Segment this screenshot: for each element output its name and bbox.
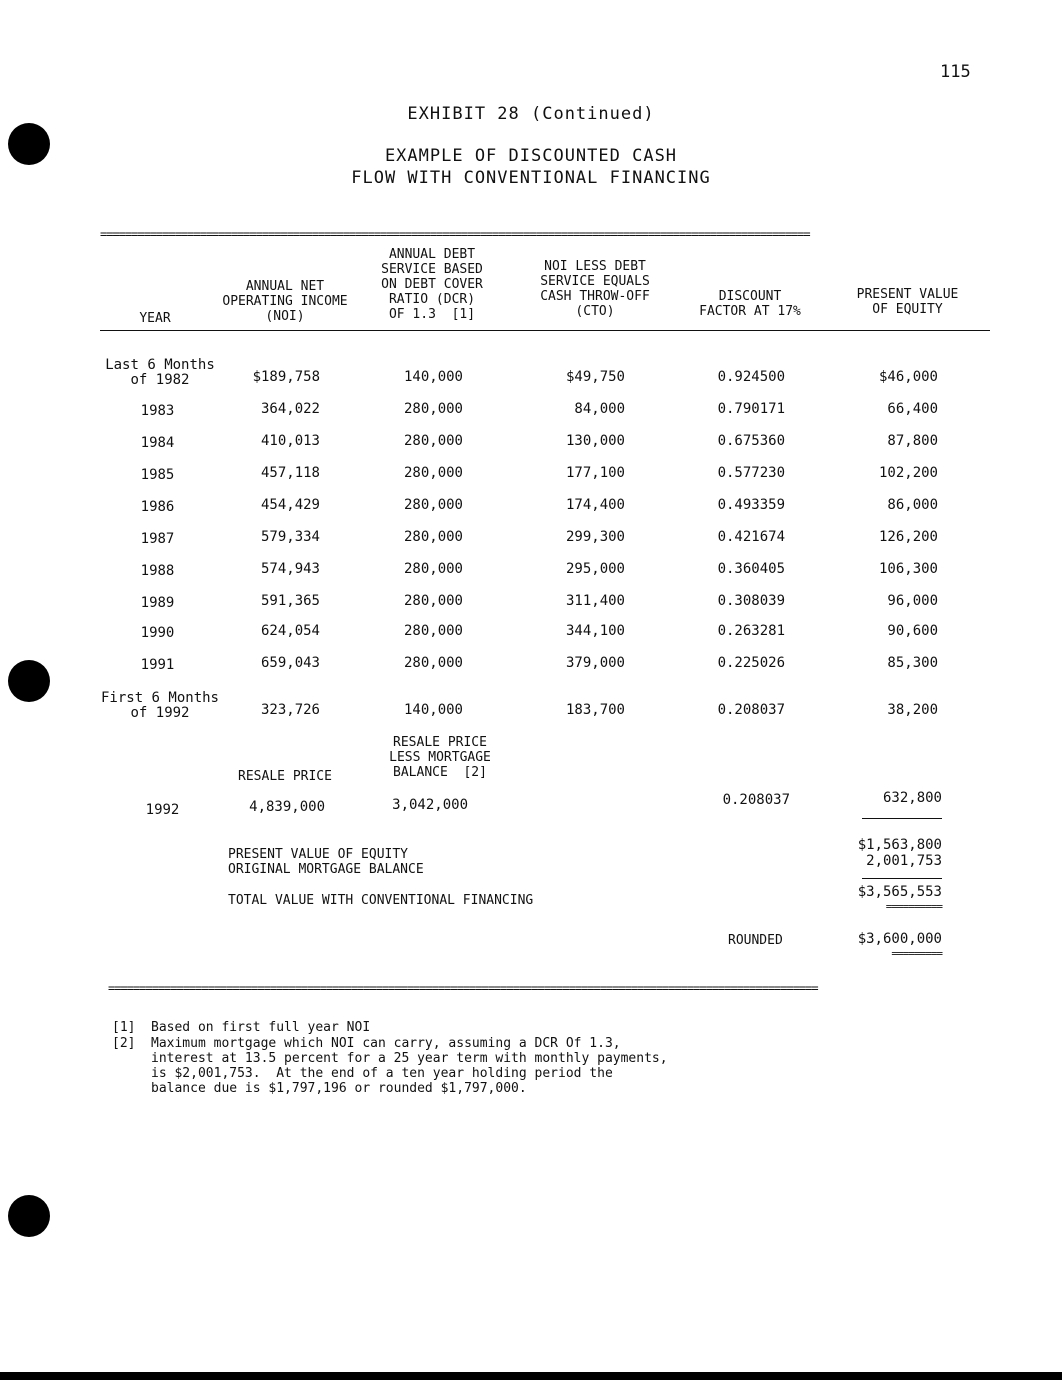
row-noi: 579,334 [260,529,320,545]
summary-underline [862,878,942,879]
row-discount: 0.225026 [717,655,785,671]
row-noi: 454,429 [260,497,320,513]
bottom-double-rule: ================================================================================================================== [108,981,818,995]
resale-pv: 632,800 [882,790,942,806]
resale-price: 4,839,000 [249,799,325,815]
resale-underline [862,818,942,819]
row-debt: 140,000 [403,369,463,385]
row-pv: 87,800 [887,433,938,449]
mortgage-value: 2,001,753 [866,853,942,869]
row-noi: 624,054 [260,623,320,639]
row-pv: $46,000 [878,369,938,385]
row-debt: 280,000 [403,655,463,671]
row-noi: 323,726 [260,702,320,718]
row-debt: 280,000 [403,623,463,639]
row-noi: 410,013 [260,433,320,449]
row-cto: $49,750 [565,369,625,385]
row-debt: 280,000 [403,497,463,513]
row-year: Last 6 Months [105,357,215,373]
rounded-value: $3,600,000 [857,931,942,947]
row-year: First 6 Months [100,690,219,706]
row-pv: 102,200 [878,465,938,481]
row-year: 1984 [140,435,175,451]
footnote-2-marker: [2] [112,1036,136,1051]
header-rule [100,330,990,331]
row-year-line-2: of 1992 [130,705,190,721]
row-pv: 96,000 [887,593,938,609]
row-noi: 457,118 [260,465,320,481]
row-pv: 38,200 [887,702,938,718]
resale-year: 1992 [145,802,180,818]
row-discount: 0.675360 [717,433,785,449]
pv-equity-value: $1,563,800 [857,837,942,853]
row-debt: 280,000 [403,593,463,609]
row-pv: 90,600 [887,623,938,639]
row-discount: 0.308039 [717,593,785,609]
row-cto: 183,700 [565,702,625,718]
row-discount: 0.790171 [717,401,785,417]
row-cto: 84,000 [574,401,625,417]
header-discount-factor: DISCOUNT FACTOR AT 17% [699,289,801,319]
subtitle-line-2: FLOW WITH CONVENTIONAL FINANCING [351,168,711,188]
row-discount: 0.263281 [717,623,785,639]
row-cto: 295,000 [565,561,625,577]
row-cto: 130,000 [565,433,625,449]
resale-discount: 0.208037 [722,792,790,808]
binder-hole-middle [8,660,50,702]
row-year-line-2: of 1982 [130,372,190,388]
row-cto: 174,400 [565,497,625,513]
resale-net-header: RESALE PRICE LESS MORTGAGE BALANCE [2] [389,735,491,780]
row-debt: 280,000 [403,561,463,577]
total-double-underline: ========== [885,900,942,913]
row-pv: 106,300 [878,561,938,577]
subtitle-line-1: EXAMPLE OF DISCOUNTED CASH [384,146,678,166]
row-year: 1987 [140,531,175,547]
total-value: $3,565,553 [857,884,942,900]
row-noi: 659,043 [260,655,320,671]
row-noi: 591,365 [260,593,320,609]
mortgage-label: ORIGINAL MORTGAGE BALANCE [228,862,424,877]
row-year: 1988 [140,563,175,579]
row-noi: 364,022 [260,401,320,417]
row-pv: 126,200 [878,529,938,545]
row-noi: 574,943 [260,561,320,577]
rounded-double-underline: ========= [891,947,942,960]
row-debt: 280,000 [403,401,463,417]
row-discount: 0.493359 [717,497,785,513]
row-discount: 0.924500 [717,369,785,385]
row-year: 1991 [140,657,175,673]
row-cto: 177,100 [565,465,625,481]
footnote-2-text: Maximum mortgage which NOI can carry, assuming a DCR Of 1.3, interest at 13.5 percent for a 25 year term with monthly payments, is $2,001,753. At the end of a ten year holding period the balance due is $1,797,196 or rounded $1,797,000. [151,1036,668,1096]
footnote-1-marker: [1] [112,1020,136,1035]
header-present-value: PRESENT VALUE OF EQUITY [856,287,959,317]
binder-hole-bottom [8,1195,50,1237]
row-cto: 344,100 [565,623,625,639]
header-year: YEAR [139,311,171,326]
row-year: 1989 [140,595,175,611]
row-pv: 85,300 [887,655,938,671]
row-debt: 280,000 [403,529,463,545]
row-discount: 0.577230 [717,465,785,481]
row-pv: 86,000 [887,497,938,513]
row-debt: 280,000 [403,433,463,449]
exhibit-title: EXHIBIT 28 (Continued) [407,104,655,124]
row-discount: 0.208037 [717,702,785,718]
row-cto: 311,400 [565,593,625,609]
pv-equity-label: PRESENT VALUE OF EQUITY [228,847,409,862]
total-label: TOTAL VALUE WITH CONVENTIONAL FINANCING [228,893,534,908]
row-year: 1985 [140,467,175,483]
resale-net: 3,042,000 [392,797,468,813]
row-noi: $189,758 [252,369,320,385]
resale-price-header: RESALE PRICE [238,769,332,784]
row-year: 1986 [140,499,175,515]
header-debt-service: ANNUAL DEBT SERVICE BASED ON DEBT COVER RATIO (DCR) OF 1.3 [1] [381,247,483,322]
row-year: 1983 [140,403,175,419]
row-cto: 299,300 [565,529,625,545]
scan-bottom-edge [0,1372,1062,1380]
row-year: 1990 [140,625,175,641]
row-cto: 379,000 [565,655,625,671]
footnote-1-text: Based on first full year NOI [151,1020,371,1035]
row-debt: 280,000 [403,465,463,481]
rounded-label: ROUNDED [728,933,783,948]
row-pv: 66,400 [887,401,938,417]
row-discount: 0.360405 [717,561,785,577]
header-noi: ANNUAL NET OPERATING INCOME (NOI) [222,279,348,324]
page-number: 115 [940,62,971,82]
row-debt: 140,000 [403,702,463,718]
row-discount: 0.421674 [717,529,785,545]
top-double-rule: ================================================================================================================== [100,227,810,241]
header-cto: NOI LESS DEBT SERVICE EQUALS CASH THROW-OFF (CTO) [540,259,650,319]
